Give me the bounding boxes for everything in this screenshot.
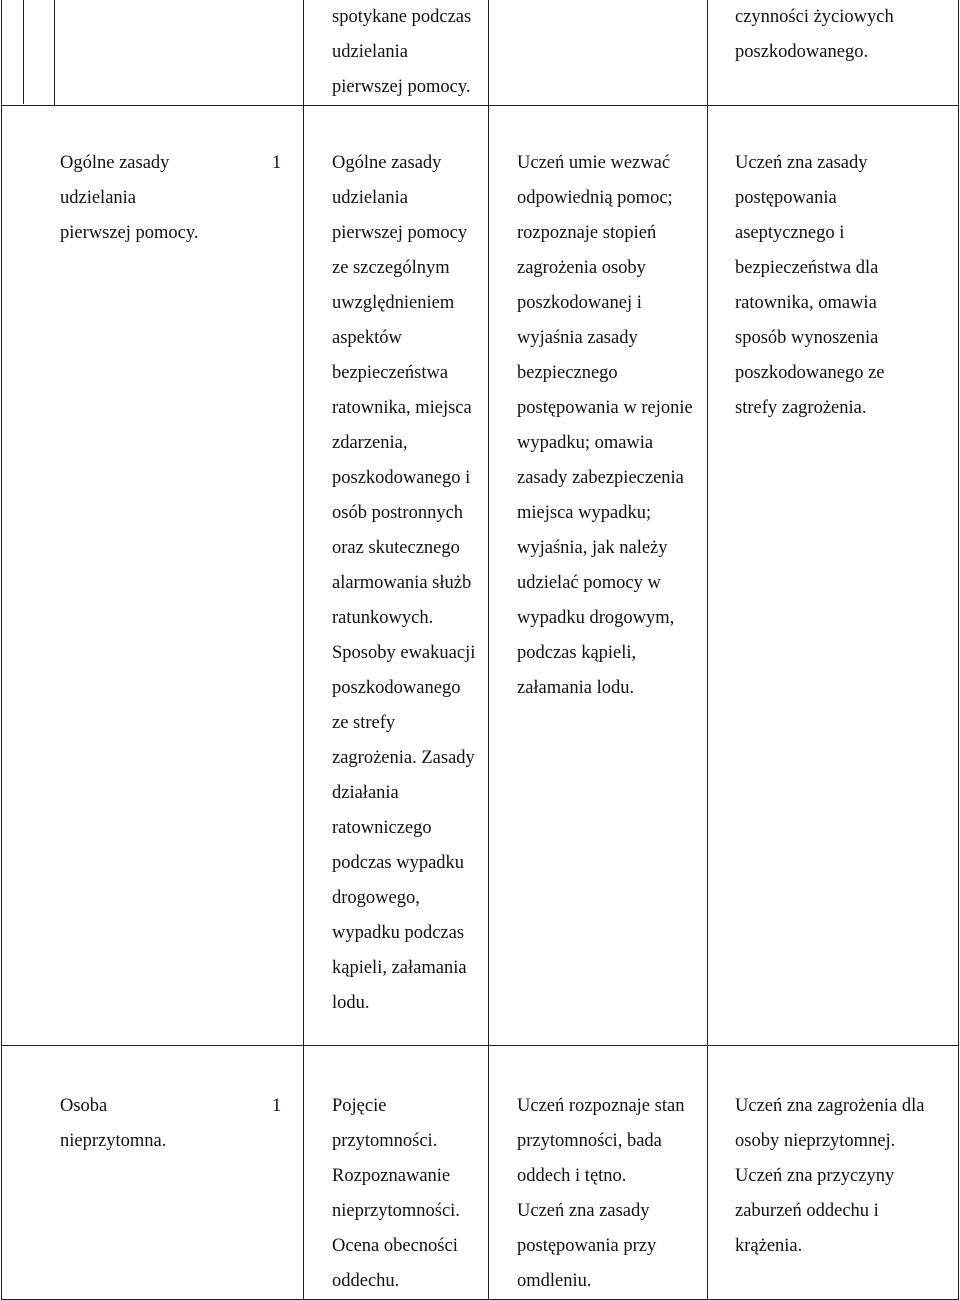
achievements-basic-text: Uczeń rozpoznaje stan przytomności, bada oddech i tętno. Uczeń zna zasady postępowania przy omdleniu. (517, 1096, 685, 1291)
curriculum-table (1, 0, 959, 1300)
content-cell (304, 0, 489, 106)
achievements-extended-cell (708, 106, 959, 1046)
achievements-basic-cell (489, 0, 708, 106)
topic-hours-cell (2, 106, 304, 1046)
content-text: Pojęcie przytomności. Rozpoznawanie nieprzytomności. Ocena obecności oddechu. (332, 1096, 460, 1291)
topic-hours-cell (2, 1046, 304, 1300)
achievements-basic-cell (489, 1046, 708, 1300)
achievements-extended-cell (708, 0, 959, 106)
table-row (2, 0, 959, 106)
content-text: spotykane podczas udzielania pierwszej pomocy. (332, 7, 472, 97)
content-cell (304, 106, 489, 1046)
content-text: Ogólne zasady udzielania pierwszej pomocy ze szczególnym uwzględnieniem aspektów bezpieczeństwa ratownika, miejsca zdarzenia, poszkodowanego i osób postronnych oraz skutecznego alarmowania służb ratunkowych. Sposoby ewakuacji poszkodowanego ze strefy zagrożenia. Zasady działania ratowniczego podczas wypadku drogowego, wypadku podczas kąpieli, załamania lodu. (332, 153, 476, 1013)
hours-text: 1 (272, 153, 282, 173)
achievements-basic-cell (489, 106, 708, 1046)
topic-cell (2, 0, 55, 106)
content-cell (304, 1046, 489, 1300)
hours-text: 1 (272, 1096, 282, 1116)
hours-cell (55, 0, 304, 106)
topic-text: Ogólne zasady udzielania pierwszej pomocy. (60, 153, 199, 243)
table-row (2, 1046, 959, 1300)
column-divider (23, 0, 24, 104)
achievements-extended-cell (708, 1046, 959, 1300)
topic-text: Osoba nieprzytomna. (60, 1096, 167, 1151)
achievements-extended-text: Uczeń zna zasady postępowania aseptycznego i bezpieczeństwa dla ratownika, omawia sposób wynoszenia poszkodowanego ze strefy zagrożenia. (735, 153, 885, 418)
achievements-basic-text: Uczeń umie wezwać odpowiednią pomoc; rozpoznaje stopień zagrożenia osoby poszkodowanej i wyjaśnia zasady bezpiecznego postępowania w rejonie wypadku; omawia zasady zabezpieczenia miejsca wypadku; wyjaśnia, jak należy udzielać pomocy w wypadku drogowym, podczas kąpieli, załamania lodu. (517, 153, 693, 698)
achievements-extended-text: czynności życiowych poszkodowanego. (735, 7, 894, 62)
table-row (2, 106, 959, 1046)
achievements-extended-text: Uczeń zna zagrożenia dla osoby nieprzytomnej. Uczeń zna przyczyny zaburzeń oddechu i krążenia. (735, 1096, 925, 1256)
